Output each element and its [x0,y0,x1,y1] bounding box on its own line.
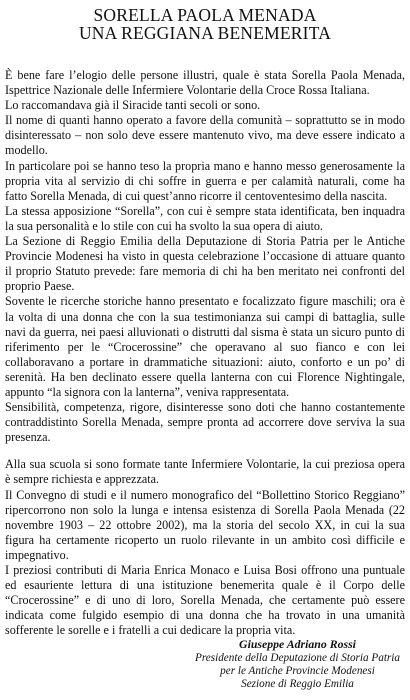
paragraph: Lo raccomandava già il Siracide tanti secoli or sono. [5,98,261,113]
paragraph: La Sezione di Reggio Emilia della Deputazione di Storia Patria per le Antiche Provincie Modenesi ha visto in questa celebrazione l’occasione di attuare quanto il proprio Statuto prevede: fare memoria di chi ha ben meritato nei confronti del proprio Paese. [5,234,405,294]
signature-block [195,638,400,691]
author-role-line-3: Sezione di Reggio Emilia [241,678,354,690]
paragraph: Il nome di quanti hanno operato a favore della comunità – soprattutto se in modo disinteressato – non solo deve essere mantenuto vivo, ma deve essere indicato a modello. [5,113,405,158]
title-line-2: UNA REGGIANA BENEMERITA [78,23,332,43]
article-body [5,68,405,638]
paragraph: È bene fare l’elogio delle persone illustri, quale è stata Sorella Paola Menada, Ispettrice Nazionale delle Infermiere Volontarie della Croce Rossa Italiana. [5,68,405,98]
author-name: Giuseppe Adriano Rossi [239,637,356,651]
paragraph: Il Convegno di studi e il numero monografico del “Bollettino Storico Reggiano” ripercorrono non solo la lunga e intensa esistenza di Sorella Paola Menada (22 novembre 1903 – 22 ottobre 2002), ma la storia del secolo XX, in cui la sua figura ha certamente ricoperto un ruolo rilevante in un ambito così difficile e impegnativo. [5,487,405,562]
paragraph: I preziosi contributi di Maria Enrica Monaco e Luisa Bosi offrono una puntuale ed esauriente lettura di una istituzione benemerita quale è il Corpo delle “Crocerossine” e di uno di loro, Sorella Menada, che certamente può essere indicata come fulgido esempio di una donna che ha trovato in una umanità sofferente le sorelle e i fratelli a cui dedicare la propria vita. [5,563,405,638]
author-role-line-2: per le Antiche Provincie Modenesi [220,665,375,677]
paragraph: Alla sua scuola si sono formate tante Infermiere Volontarie, la cui preziosa opera è sempre richiesta e apprezzata. [5,457,405,487]
title-line-1: SORELLA PAOLA MENADA [93,5,317,25]
paragraph: Sensibilità, competenza, rigore, disinteresse sono doti che hanno costantemente contraddistinto Sorella Menada, sempre pronta ad accorrere dove serviva la sua presenza. [5,400,405,445]
document-title [5,6,405,42]
author-role-line-1: Presidente della Deputazione di Storia Patria [195,652,400,664]
paragraph: In particolare poi se hanno teso la propria mano e hanno messo generosamente la propria vita al servizio di chi soffre in guerra e per calamità naturali, come ha fatto Sorella Menada, di cui quest’anno ricorre il centoventesimo della nascita. [5,158,405,203]
paragraph: Sovente le ricerche storiche hanno presentato e focalizzato figure maschili; ora è la volta di una donna che con la sua testimonianza sui campi di battaglia, sulle navi da guerra, nei paesi alluvionati o distrutti dal sisma è stata un sicuro punto di riferimento per le “Crocerossine” che operavano al suo fianco e con lei collaboravano a portare in drammatiche situazioni: aiuto, conforto e un po’ di serenità. Ha ben declinato essere quella lanterna con cui Florence Nightingale, appunto “la signora con la lanterna”, veniva rappresentata. [5,294,405,399]
paragraph: La stessa apposizione “Sorella”, con cui è sempre stata identificata, ben inquadra la sua personalità e lo stile con cui ha svolto la sua opera di aiuto. [5,203,405,233]
